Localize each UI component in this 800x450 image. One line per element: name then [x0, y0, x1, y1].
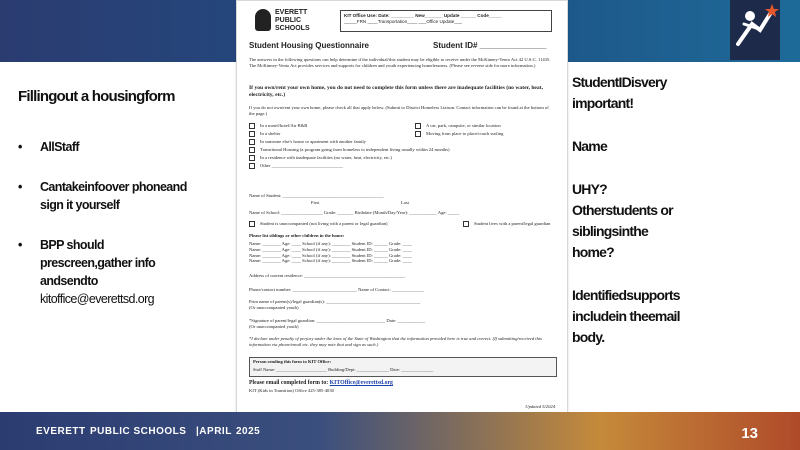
option-label: In a shelter [260, 131, 281, 137]
first-label: First [311, 200, 320, 205]
option-label: In someone else's house or apartment with another family [260, 139, 366, 145]
note-gap [572, 263, 744, 285]
left-heading: Fillingout a housingform [18, 88, 175, 105]
option-label: Moving from place to place/couch surfing [426, 131, 504, 137]
district-logo [730, 0, 780, 60]
slide-footer [0, 412, 800, 450]
left-bullet-list [18, 138, 198, 308]
eps-logo-icon [255, 9, 271, 31]
checkbox-icon [249, 163, 255, 169]
form-intro: The answers in the following questions can help determine if the individual/this student may be eligible to receive under the McKinney-Vento Act 42 U.S.C. 11435. The McKinney-Vento Act provides services and supports for children and youth experiencing homelessness. (Please see reverse side for more information.) [249, 57, 551, 68]
note-line: StudentIDisvery [572, 74, 667, 90]
note-line: includein theemail [572, 308, 680, 324]
kit-phone: KIT (Kids in Transition) Office 425-385-4030 [249, 388, 334, 393]
kit-office-box [340, 10, 552, 32]
updated-date: Updated 5/2024 [525, 404, 555, 409]
student-id-label: Student ID# _______________ [433, 41, 547, 50]
guardian-option [463, 221, 550, 227]
form-title-row [249, 41, 555, 50]
form-title: Student Housing Questionnaire [249, 41, 370, 50]
note-gap [572, 157, 744, 179]
checkbox-icon [249, 139, 255, 145]
phone-field: Phone/contact number: ____________________________ Name of Contact: ______________ [249, 287, 425, 292]
kit-box-line: _____FRN ____Transportation____ ___Office Update___ [344, 18, 462, 24]
page-number: 13 [741, 425, 758, 442]
note-gap [572, 114, 744, 136]
note-line: Identifiedsupports [572, 287, 680, 303]
note-line: home? [572, 244, 614, 260]
guardian-print-field: Print name of parent(s)/legal guardian(s): _________________________________________ [249, 299, 421, 304]
logo-line: PUBLIC [275, 17, 302, 24]
housing-options [249, 123, 555, 171]
perjury-declaration: *I declare under penalty of perjury under the laws of the State of Washington that the information provided here is true and correct. (If submitting/received this information via phone/email etc. they may note that and sign as such.) [249, 336, 542, 347]
bullet-phone-info [40, 178, 198, 214]
option-row [249, 163, 555, 171]
sibling-row: Name: ________ Age: ____ School (if any): ________ Student ID: ______ Grade: ____ [249, 241, 412, 246]
option-label: Other _______________________________ [260, 163, 343, 169]
kit-email-link[interactable]: KITOffice@everettsd.org [329, 380, 393, 386]
guardian-print-note: (Or unaccompanied youth) [249, 305, 299, 310]
email-instruction [249, 380, 555, 386]
right-notes [572, 72, 744, 348]
option-label: Transitional Housing (a program going from homeless to independent living usually within 24 months) [260, 147, 450, 153]
footer-month: |APRIL [196, 426, 232, 437]
note-line: body. [572, 329, 605, 345]
checkbox-icon [249, 123, 255, 129]
checkbox-icon [415, 131, 421, 137]
note-line: Name [572, 138, 607, 154]
logo-line: SCHOOLS [275, 25, 310, 32]
guardian-label: Student lives with a parent/legal guardian [474, 221, 551, 227]
email-label: Please email completed form to: [249, 380, 329, 386]
sibling-rows [249, 241, 555, 264]
footer-org: EVERETT [36, 426, 86, 437]
footer-org-b: PUBLIC SCHOOLS [90, 426, 187, 437]
last-label: Last [401, 200, 409, 205]
checkbox-icon [249, 221, 255, 227]
option-row [249, 155, 555, 163]
guardian-sign-field: *Signature of parent/legal guardian: ______________________________ Date: ____________ [249, 318, 426, 323]
option-right [415, 123, 501, 129]
eps-logo [255, 7, 325, 35]
checkbox-icon [249, 147, 255, 153]
option-right [415, 131, 503, 137]
unaccompanied-label: Student is unaccompanied (not living with a parent or legal guardian) [260, 221, 388, 227]
sender-fields: Staff Name: ______________________ Building/Dept: ______________ Date: ______________ [253, 366, 434, 372]
option-row [249, 139, 555, 147]
bullet-all-staff [40, 138, 198, 156]
bullet-text: Cantakeinfoover phoneand sign it yourself [40, 180, 187, 212]
checkbox-icon [249, 131, 255, 137]
option-row [249, 123, 555, 131]
guardian-sign-note: (Or unaccompanied youth) [249, 324, 299, 329]
option-row [249, 131, 555, 139]
checkbox-icon [463, 221, 469, 227]
bullet-text: BPP should prescreen,gather info andsendto [40, 238, 156, 288]
siblings-heading: Please list siblings or other children in the home: [249, 233, 345, 238]
option-label: In a residence with inadequate facilities (no water, heat, electricity, etc.) [260, 155, 392, 161]
option-label: In a motel/hotel/Air B&B [260, 123, 308, 129]
unaccompanied-row [249, 221, 555, 227]
sibling-row: Name: ________ Age: ____ School (if any): ________ Student ID: ______ Grade: ____ [249, 246, 412, 252]
note-line: important! [572, 95, 634, 111]
left-instructions [18, 86, 198, 330]
note-line: siblingsinthe [572, 223, 648, 239]
student-name-field: Name of Student: ____________________________________________ [249, 193, 384, 198]
note-line: Otherstudents or [572, 202, 673, 218]
kit-email-text: kitoffice@everettsd.org [40, 292, 154, 306]
housing-questionnaire-image [236, 0, 568, 414]
logo-line: EVERETT [275, 9, 308, 16]
bullet-bpp [40, 236, 198, 308]
address-field: Address of current residence: ____________________________________________ [249, 273, 406, 278]
school-row: Name of School: __________________ Grade: _______ Birthdate (Month/Day/Year): ____________ Age: _____ [249, 210, 460, 215]
sender-label: Person sending this form to KIT Office: [253, 359, 332, 364]
option-row [249, 147, 555, 155]
sibling-row: Name: ________ Age: ____ School (if any): ________ Student ID: ______ Grade: ____ [249, 252, 412, 258]
sibling-row: Name: ________ Age: ____ School (if any): ________ Student ID: ______ Grade: ____ [249, 258, 412, 264]
checkbox-icon [415, 123, 421, 129]
checkbox-icon [249, 155, 255, 161]
star-figure-icon [730, 0, 780, 60]
bullet-text: AllStaff [40, 140, 79, 154]
note-line: UHY? [572, 181, 607, 197]
footer-year: 2025 [236, 426, 261, 437]
option-label: A car, park, campsite, or similar location [426, 123, 501, 129]
kit-box-line: KIT Office Use: Date: _________ New_______ Update ______ Code_____ [344, 13, 502, 18]
form-notice: If you own/rent your own home, you do not need to complete this form unless there are inadequate facilities (no water, heat, electricity, etc.) [249, 85, 543, 98]
form-instruction: If you do not own/rent your own home, please check all that apply below. (Submit to District Homeless Liaison. Contact information can be found at the bottom of the page.) [249, 105, 549, 116]
sender-box [249, 357, 557, 377]
